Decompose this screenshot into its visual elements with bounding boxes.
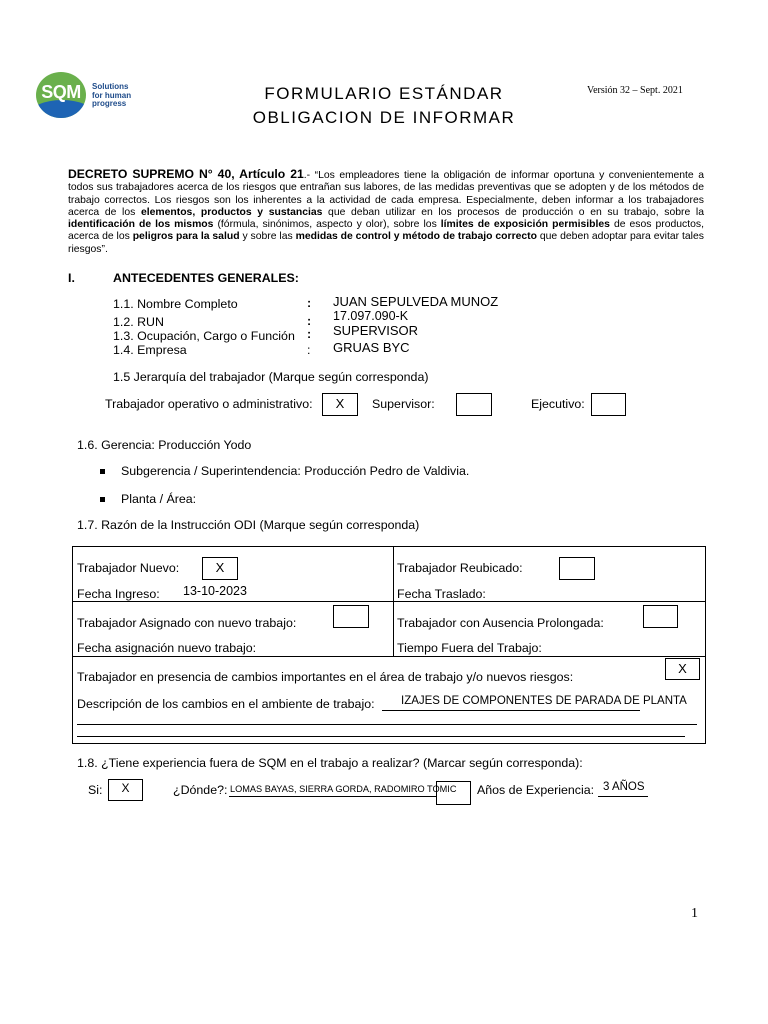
reubicado-label: Trabajador Reubicado: <box>397 561 523 575</box>
descripcion-label: Descripción de los cambios en el ambiente de trabajo: <box>77 697 375 711</box>
ejecutivo-label: Ejecutivo: <box>531 397 585 411</box>
anos-label: Años de Experiencia: <box>477 783 595 797</box>
tiempo-fuera-label: Tiempo Fuera del Trabajo: <box>397 641 542 655</box>
operativo-label: Trabajador operativo o administrativo: <box>105 397 313 411</box>
gerencia-label: 1.6. Gerencia: Producción Yodo <box>77 438 252 452</box>
version-label: Versión 32 – Sept. 2021 <box>587 85 683 96</box>
descripcion-line <box>77 724 697 725</box>
descripcion-line <box>77 736 685 737</box>
anos-underline <box>598 796 648 797</box>
logo-tagline: Solutions for human progress <box>92 82 132 108</box>
field-value-nombre: JUAN SEPULVEDA MUNOZ <box>333 294 499 309</box>
decreto-paragraph: DECRETO SUPREMO N° 40, Artículo 21.- “Los empleadores tiene la obligación de informar oportuna y convenientemente a todos sus trabajadores acerca de los riesgos que entrañan sus labores, de las medidas preventivas que se adopten y de los métodos de trabajo correctos. Los riesgos son los inherentes a la actividad de cada empresa. Especialmente, deben informar a los trabajadores acerca de los elementos, productos y sustancias que deban utilizar en los procesos de producción o en su trabajo, sobre la identificación de los mismos (fórmula, sinónimos, aspecto y olor), sobre los límites de exposición permisibles de esos productos, acerca de los peligros para la salud y sobre las medidas de control y método de trabajo correcto que deben adoptar para evitar tales riesgos”. <box>68 167 705 255</box>
reubicado-checkbox[interactable] <box>559 557 595 580</box>
fecha-ingreso-label: Fecha Ingreso: <box>77 587 160 601</box>
field-value-empresa: GRUAS BYC <box>333 340 410 355</box>
field-label-ocupacion: 1.3. Ocupación, Cargo o Función <box>113 329 295 343</box>
si-checkbox[interactable]: X <box>108 779 143 801</box>
field-colon: : <box>307 343 311 357</box>
donde-value[interactable]: LOMAS BAYAS, SIERRA GORDA, RADOMIRO TOMIC <box>230 784 457 794</box>
planta-label: Planta / Área: <box>121 492 197 506</box>
field-label-empresa: 1.4. Empresa <box>113 343 187 357</box>
form-subtitle: OBLIGACION DE INFORMAR <box>252 108 516 127</box>
bullet-icon <box>100 469 105 474</box>
field-colon: : <box>307 314 312 328</box>
page-number: 1 <box>691 906 698 921</box>
form-title: FORMULARIO ESTÁNDAR <box>264 84 504 103</box>
fecha-traslado-label: Fecha Traslado: <box>397 587 486 601</box>
supervisor-checkbox[interactable] <box>456 393 492 416</box>
fecha-asignacion-label: Fecha asignación nuevo trabajo: <box>77 641 257 655</box>
field-label-run: 1.2. RUN <box>113 315 164 329</box>
asignado-label: Trabajador Asignado con nuevo trabajo: <box>77 616 297 630</box>
donde-label: ¿Dónde?: <box>173 783 228 797</box>
field-label-nombre: 1.1. Nombre Completo <box>113 297 238 311</box>
field-colon: : <box>307 296 312 310</box>
section-number: I. <box>68 271 75 285</box>
donde-underline <box>229 796 436 797</box>
subgerencia-label: Subgerencia / Superintendencia: Producción Pedro de Valdivia. <box>121 464 470 478</box>
ejecutivo-checkbox[interactable] <box>591 393 626 416</box>
cambios-label: Trabajador en presencia de cambios importantes en el área de trabajo y/o nuevos riesgos: <box>77 670 574 684</box>
field-colon: : <box>307 327 312 341</box>
cambios-checkbox[interactable]: X <box>665 658 700 680</box>
anos-value[interactable]: 3 AÑOS <box>603 781 645 793</box>
asignado-checkbox[interactable] <box>333 605 369 628</box>
nuevo-label: Trabajador Nuevo: <box>77 561 180 575</box>
nuevo-checkbox[interactable]: X <box>202 557 238 580</box>
si-label: Si: <box>88 783 103 797</box>
experiencia-question: 1.8. ¿Tiene experiencia fuera de SQM en el trabajo a realizar? (Marcar según corresponda): <box>77 756 583 770</box>
operativo-checkbox[interactable]: X <box>322 393 358 416</box>
jerarquia-label: 1.5 Jerarquía del trabajador (Marque según corresponda) <box>113 370 429 384</box>
odi-table <box>72 546 706 744</box>
descripcion-underline <box>382 710 640 711</box>
razon-label: 1.7. Razón de la Instrucción ODI (Marque según corresponda) <box>77 518 420 532</box>
bullet-icon <box>100 497 105 502</box>
logo-brand: SQM <box>41 82 81 102</box>
descripcion-value[interactable]: IZAJES DE COMPONENTES DE PARADA DE PLANTA <box>401 695 687 707</box>
ausencia-label: Trabajador con Ausencia Prolongada: <box>397 616 604 630</box>
field-value-run: 17.097.090-K <box>333 309 409 323</box>
donde-box[interactable] <box>436 781 471 805</box>
ausencia-checkbox[interactable] <box>643 605 678 628</box>
section-title: ANTECEDENTES GENERALES: <box>113 271 299 285</box>
field-value-ocupacion: SUPERVISOR <box>333 323 419 338</box>
fecha-ingreso-value[interactable]: 13-10-2023 <box>183 584 247 598</box>
supervisor-label: Supervisor: <box>372 397 435 411</box>
